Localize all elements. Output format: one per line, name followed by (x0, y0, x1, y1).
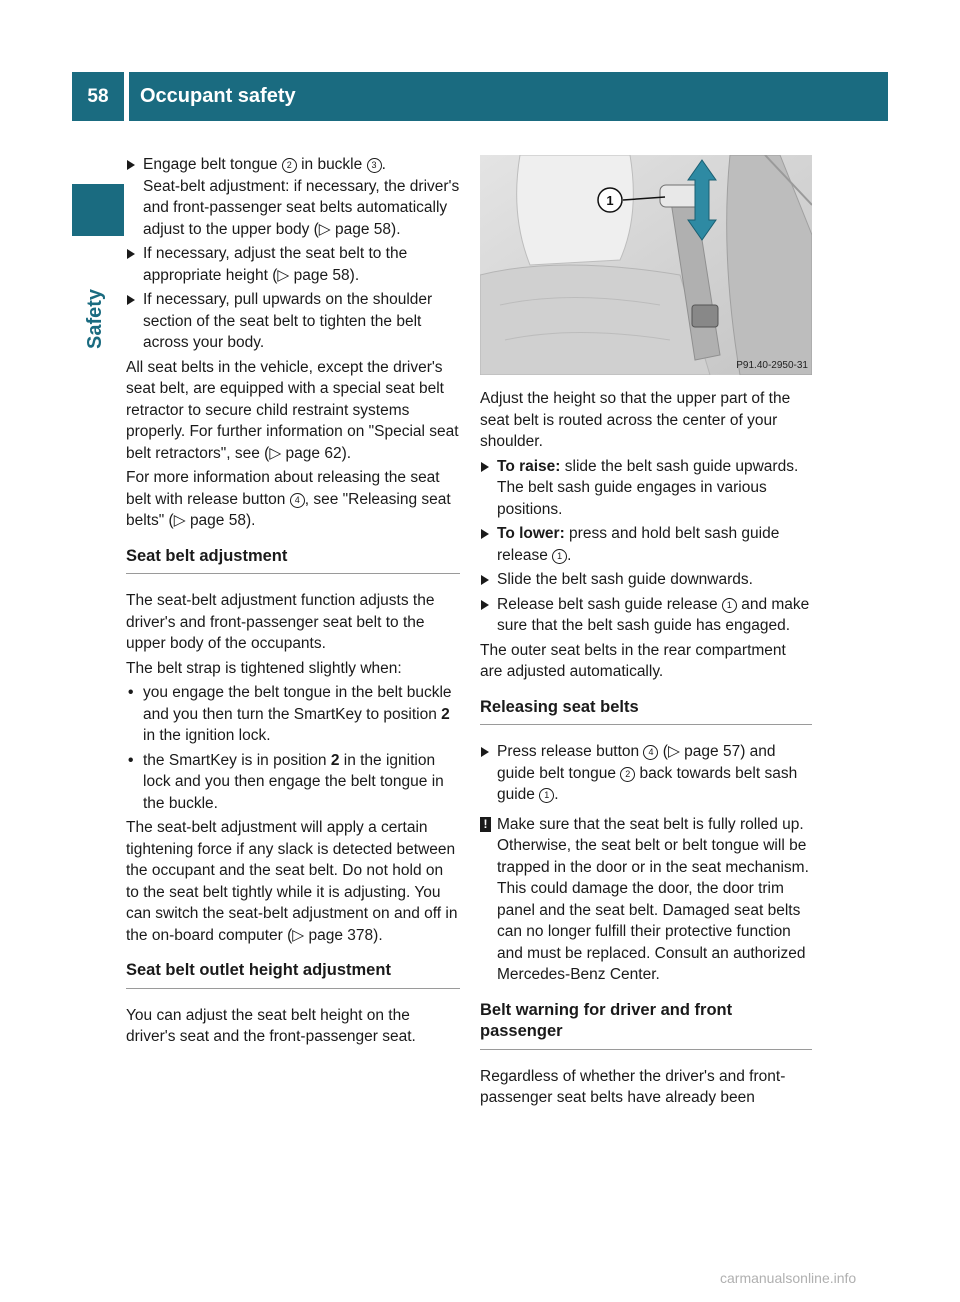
seat-belt-illustration (480, 155, 812, 375)
right-column (480, 388, 812, 1112)
instruction-item: To raise: slide the belt sash guide upwards. The belt sash guide engages in various positions. (480, 456, 812, 521)
instruction-item: Engage belt tongue 2 in buckle 3 . Seat-belt adjustment: if necessary, the driver's and front-passenger seat belts automatically adjust to the upper body (▷ page 58). (126, 154, 460, 240)
seat-belt-figure (480, 155, 812, 375)
paragraph: The seat-belt adjustment function adjusts the driver's and front-passenger seat belt to the upper body of the occupants. (126, 592, 435, 652)
instruction-detail: Seat-belt adjustment: if necessary, the driver's and front-passenger seat belts automatically adjust to the upper body (▷ page 58). (143, 177, 460, 238)
arrow-icon (127, 249, 135, 259)
callout-4-icon: 4 (290, 493, 305, 508)
paragraph: All seat belts in the vehicle, except the driver's seat belt, are equipped with a special seat belt retractor to secure child restraint systems properly. For further information on "Special seat belt retractors", see (▷ page 62). (126, 358, 459, 462)
instruction-item: Release belt sash guide release 1 and make sure that the belt sash guide has engaged. (480, 594, 812, 637)
paragraph: The belt strap is tightened slightly when: (126, 659, 402, 677)
figure-code: P91.40-2950-31 (736, 360, 808, 371)
side-tab-block (72, 184, 124, 236)
bullet-icon: • (128, 684, 134, 701)
watermark: carmanualsonline.info (720, 1270, 857, 1286)
warning-note: ! Make sure that the seat belt is fully rolled up. Otherwise, the seat belt or belt tongue will be trapped in the door or in the seat mechanism. This could damage the door, the door trim panel and the seat belt. Damaged seat belts can no longer fulfill their protective function and must be replaced. Consult an authorized Mercedes-Benz Center. (480, 814, 812, 986)
bullet-item: • the SmartKey is in position 2 in the ignition lock and you then engage the belt tongue in the buckle. (128, 751, 444, 812)
arrow-icon (481, 462, 489, 472)
arrow-icon (481, 600, 489, 610)
paragraph: You can adjust the seat belt height on the driver's seat and the front-passenger seat. (126, 1006, 416, 1045)
arrow-icon (127, 295, 135, 305)
arrow-icon (127, 160, 135, 170)
paragraph: Regardless of whether the driver's and front-passenger seat belts have already been (480, 1067, 786, 1106)
warning-icon: ! (480, 817, 491, 832)
figure-callout-1: 1 (606, 193, 614, 208)
heading-belt-warning: Belt warning for driver and front passenger (480, 1000, 812, 1050)
instruction-item: To lower: press and hold belt sash guide release 1 . (480, 523, 812, 566)
bullet-icon: • (128, 751, 134, 769)
left-column (126, 154, 460, 1051)
bullet-item: • you engage the belt tongue in the belt buckle and you then turn the SmartKey to position 2 in the ignition lock. (128, 684, 452, 744)
arrow-icon (481, 575, 489, 585)
instruction-item: If necessary, pull upwards on the shoulder section of the seat belt to tighten the belt across your body. (126, 289, 460, 354)
instruction-item: Press release button 4 (▷ page 57) and guide belt tongue 2 back towards belt sash guide 1 . (480, 741, 812, 806)
instruction-item: Slide the belt sash guide downwards. (480, 569, 812, 591)
heading-releasing-seat-belts: Releasing seat belts (480, 697, 812, 726)
arrow-icon (481, 747, 489, 757)
callout-3-icon: 3 (367, 158, 382, 173)
page-number: 58 (87, 85, 109, 107)
arrow-icon (481, 529, 489, 539)
callout-2-icon: 2 (620, 767, 635, 782)
side-tab-label: Safety (84, 288, 106, 349)
callout-1-icon: 1 (722, 598, 737, 613)
section-title: Occupant safety (140, 85, 296, 107)
paragraph: The seat-belt adjustment will apply a certain tightening force if any slack is detected between the occupant and the seat belt. Do not hold on to the seat belt tightly while it is adjusting. You can switch the seat-belt adjustment on and off in the on-board computer (▷ page 378). (126, 819, 458, 944)
heading-outlet-height: Seat belt outlet height adjustment (126, 960, 460, 989)
callout-1-icon: 1 (552, 549, 567, 564)
heading-seat-belt-adjustment: Seat belt adjustment (126, 546, 460, 575)
header-divider (124, 72, 129, 121)
paragraph: For more information about releasing the seat belt with release button 4 , see "Releasing seat belts" (▷ page 58). (126, 469, 451, 529)
paragraph: Adjust the height so that the upper part of the seat belt is routed across the center of your shoulder. (480, 390, 791, 450)
paragraph: The outer seat belts in the rear compartment are adjusted automatically. (480, 641, 786, 680)
instruction-item: If necessary, adjust the seat belt to the appropriate height (▷ page 58). (126, 243, 460, 286)
callout-4-icon: 4 (643, 745, 658, 760)
callout-1-icon: 1 (539, 788, 554, 803)
callout-2-icon: 2 (282, 158, 297, 173)
